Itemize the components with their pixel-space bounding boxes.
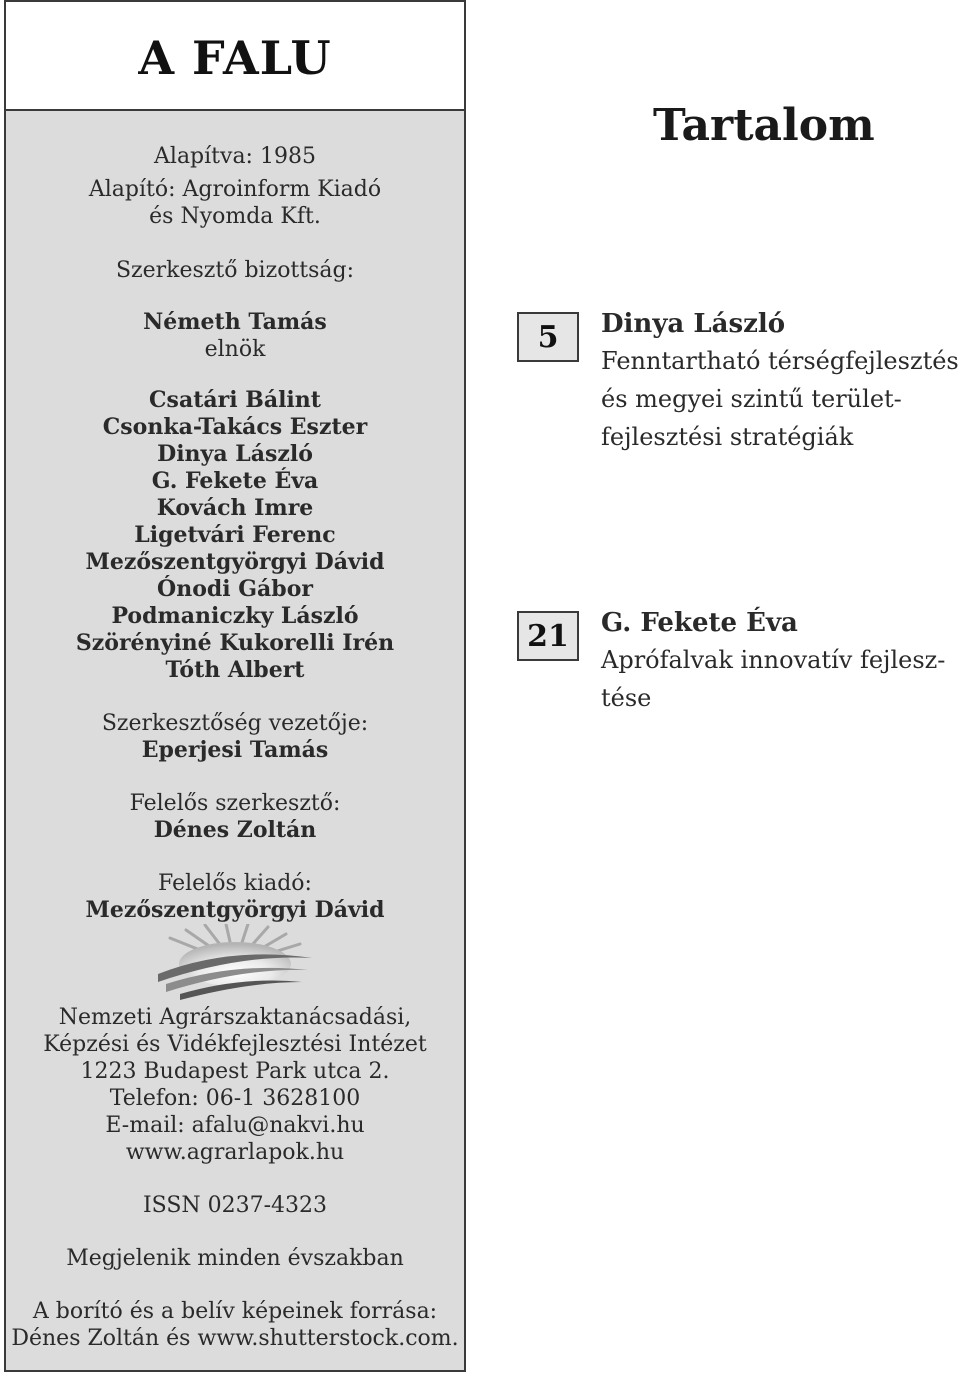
board-member: Kovách Imre <box>156 495 314 521</box>
article-title-line: Aprófalvak innovatív fejlesz- <box>601 646 946 674</box>
board-member: Dinya László <box>157 441 313 467</box>
office-head-label: Szerkesztőség vezetője: <box>101 711 369 736</box>
article-title-line: tése <box>601 684 652 712</box>
publisher-label: Felelős kiadó: <box>158 871 312 896</box>
institute-line-1: Nemzeti Agrárszaktanácsadási, <box>58 1005 412 1030</box>
board-member: Tóth Albert <box>165 657 305 683</box>
article-author: Dinya László <box>601 309 786 339</box>
institute-line-2: Képzési és Vidékfejlesztési Intézet <box>43 1032 427 1057</box>
chair-name: Németh Tamás <box>143 309 327 335</box>
board-member: Ligetvári Ferenc <box>134 522 336 548</box>
address-text: 1223 Budapest Park utca 2. <box>80 1059 390 1084</box>
imprint-column <box>4 0 466 1372</box>
website-text: www.agrarlapok.hu <box>125 1140 345 1165</box>
toc-entry-text <box>601 605 960 717</box>
toc-entry-text <box>601 306 960 456</box>
board-member: Podmaniczky László <box>111 603 359 629</box>
office-head-name: Eperjesi Tamás <box>141 737 329 763</box>
credits-line-1: A borító és a belív képeinek forrása: <box>32 1299 438 1324</box>
magazine-title: A FALU <box>138 30 332 85</box>
article-author: G. Fekete Éva <box>601 608 798 638</box>
phone-text: Telefon: 06-1 3628100 <box>109 1086 361 1111</box>
article-title-line: Fenntartható térségfejlesztés <box>601 347 959 375</box>
email-text: E-mail: afalu@nakvi.hu <box>105 1113 365 1138</box>
board-heading: Szerkesztő bizottság: <box>115 258 355 283</box>
board-member: G. Fekete Éva <box>151 468 319 494</box>
board-member: Csonka-Takács Eszter <box>102 414 368 440</box>
board-members-list <box>6 387 464 684</box>
founded-text: Alapítva: 1985 <box>154 144 316 169</box>
board-member: Szörényiné Kukorelli Irén <box>75 630 395 656</box>
sunrise-fields-logo-icon <box>150 924 320 1000</box>
issn-text: ISSN 0237-4323 <box>142 1193 328 1218</box>
masthead <box>6 2 464 111</box>
credits-line-2: Dénes Zoltán és www.shutterstock.com. <box>11 1326 459 1351</box>
contents-column <box>505 0 960 1377</box>
page-number-box: 21 <box>517 611 579 661</box>
board-member: Mezőszentgyörgyi Dávid <box>85 549 385 575</box>
board-member: Csatári Bálint <box>149 387 321 413</box>
editor-name: Dénes Zoltán <box>153 817 317 843</box>
board-member: Ónodi Gábor <box>157 576 313 602</box>
founder-line-2: és Nyomda Kft. <box>149 204 321 229</box>
page-number-box: 5 <box>517 312 579 362</box>
publisher-name: Mezőszentgyörgyi Dávid <box>85 897 385 923</box>
editor-label: Felelős szerkesztő: <box>129 791 341 816</box>
imprint-block <box>6 143 464 1352</box>
founder-line-1: Alapító: Agroinform Kiadó <box>88 177 382 202</box>
contents-heading: Tartalom <box>653 100 875 151</box>
article-title-line: fejlesztési stratégiák <box>601 423 854 451</box>
frequency-text: Megjelenik minden évszakban <box>66 1246 404 1271</box>
chair-role: elnök <box>204 337 266 362</box>
article-title-line: és megyei szintű terület- <box>601 385 902 413</box>
